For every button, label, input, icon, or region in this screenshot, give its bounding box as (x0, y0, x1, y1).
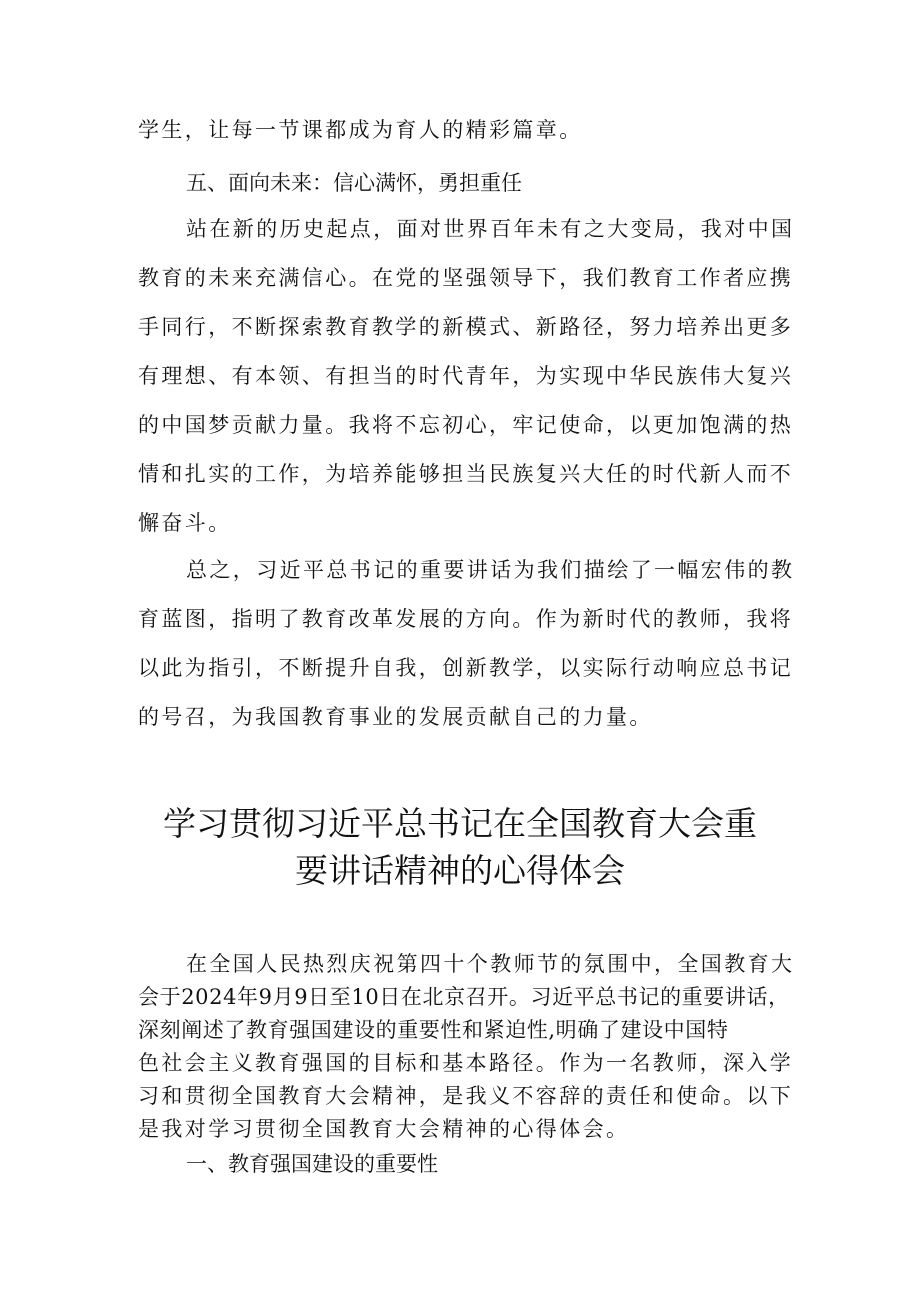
section-heading-five: 五、面向未来：信心满怀，勇担重任 (186, 171, 522, 195)
paragraph-line: 会于2024年9月9日至10日在北京召开。习近平总书记的重要讲话， (138, 985, 790, 1009)
paragraph-line: 站在新的历史起点，面对世界百年未有之大变局，我对中国 (186, 217, 795, 241)
article-title-line: 要讲话精神的心得体会 (295, 851, 625, 890)
paragraph-line: 的中国梦贡献力量。我将不忘初心，牢记使命，以更加饱满的热 (138, 413, 794, 437)
article-title-line: 学习贯彻习近平总书记在全国教育大会重 (163, 804, 757, 843)
paragraph-line: 懈奋斗。 (138, 511, 232, 535)
paragraph-line: 育蓝图，指明了教育改革发展的方向。作为新时代的教师，我将 (138, 607, 794, 631)
section-heading-one: 一、教育强国建设的重要性 (186, 1152, 438, 1176)
paragraph-line: 教育的未来充满信心。在党的坚强领导下，我们教育工作者应携 (138, 266, 794, 290)
paragraph-line: 学生，让每一节课都成为育人的精彩篇章。 (138, 118, 583, 142)
paragraph-line: 的号召，为我国教育事业的发展贡献自己的力量。 (138, 705, 653, 729)
paragraph-line: 有理想、有本领、有担当的时代青年，为实现中华民族伟大复兴 (138, 364, 794, 388)
paragraph-line: 手同行，不断探索教育教学的新模式、新路径，努力培养出更多 (138, 315, 794, 339)
paragraph-line: 总之，习近平总书记的重要讲话为我们描绘了一幅宏伟的教 (186, 558, 795, 582)
paragraph-line: 是我对学习贯彻全国教育大会精神的心得体会。 (138, 1117, 630, 1141)
paragraph-line: 色社会主义教育强国的目标和基本路径。作为一名教师，深入学 (138, 1051, 794, 1075)
paragraph-line: 以此为指引，不断提升自我，创新教学，以实际行动响应总书记 (138, 656, 794, 680)
paragraph-line: 情和扎实的工作，为培养能够担当民族复兴大任的时代新人而不 (138, 462, 794, 486)
paragraph-line: 深刻阐述了教育强国建设的重要性和紧迫性,明确了建设中国特 (138, 1018, 729, 1042)
paragraph-line: 习和贯彻全国教育大会精神，是我义不容辞的责任和使命。以下 (138, 1084, 794, 1108)
paragraph-line: 在全国人民热烈庆祝第四十个教师节的氛围中，全国教育大 (186, 952, 795, 976)
